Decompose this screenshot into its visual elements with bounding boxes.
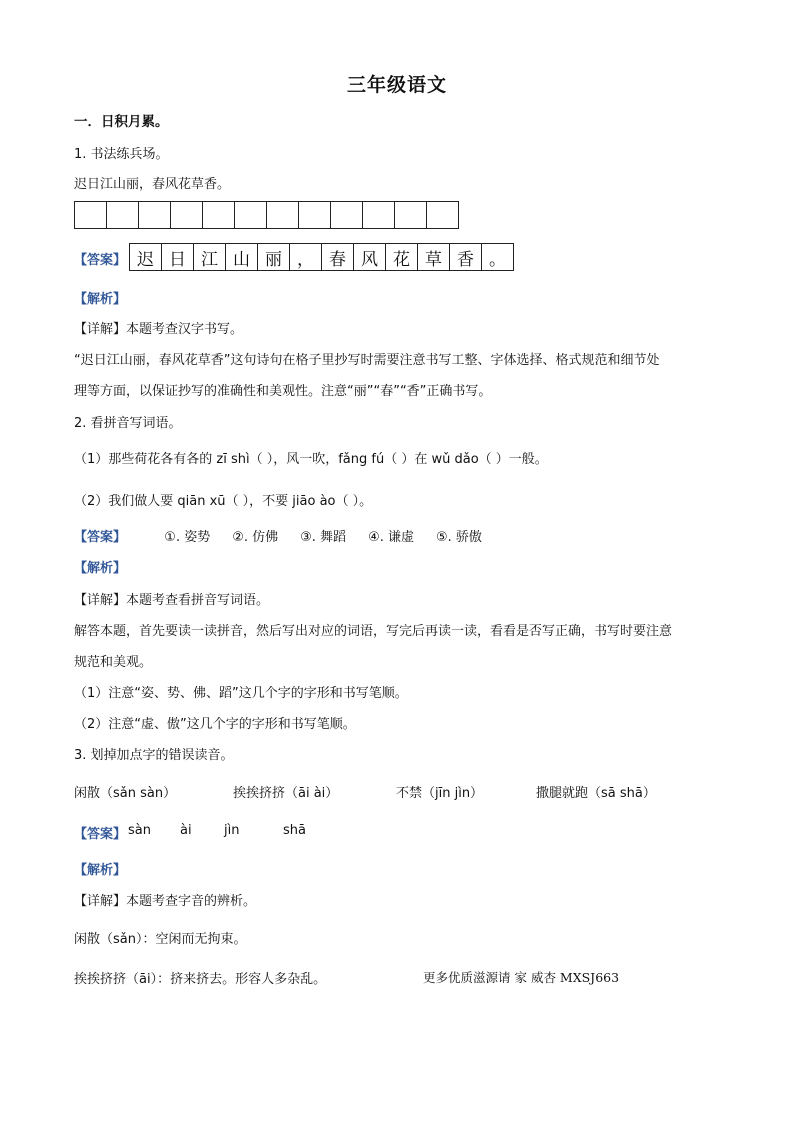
explain-text: 解答本题，首先要读一读拼音，然后写出对应的词语，写完后再读一读，看看是否写正确，书写时要注意 [74,624,673,639]
question-2-line-1: （1）那些荷花各有各的 zī shì（ ），风一吹，fǎng fú（ ）在 wǔ dǎo（ ）一般。 [74,452,548,467]
analysis-tag: 【解析】 [74,292,127,307]
explain-text: 挨挨挤挤（āi）：挤来挤去。形容人多杂乱。 [74,972,327,987]
answer-tag: 【答案】 [74,253,127,268]
explain-text: “迟日江山丽，春风花草香”这句诗句在格子里抄写时需要注意书写工整、字体选择、格式规范和细节处 [74,353,660,368]
answer-value: jìn [224,823,240,838]
writing-grid [74,201,459,229]
answer-tag: 【答案】 [74,827,127,842]
question-3-label: 3. 划掉加点字的错误读音。 [74,748,234,763]
answer-cell: 春 [322,243,354,271]
answer-option: ①. 姿势 [164,530,211,545]
explain-text: （1）注意“姿、势、佛、蹈”这几个字的字形和书写笔顺。 [74,686,408,701]
answer-list [164,530,504,545]
grid-cell [235,201,267,229]
analysis-tag: 【解析】 [74,863,127,878]
answer-cell: 丽 [258,243,290,271]
answer-option: ④. 谦虚 [368,530,414,545]
grid-cell [171,201,203,229]
answer-cell: 迟 [130,243,162,271]
answer-cell: 风 [354,243,386,271]
section-heading: 一．日积月累。 [74,114,169,130]
explain-text: 规范和美观。 [74,655,153,670]
answer-cell: 山 [226,243,258,271]
question-1-label: 1. 书法练兵场。 [74,147,169,162]
answer-cell: 花 [386,243,418,271]
analysis-tag: 【解析】 [74,561,127,576]
answer-value: sàn [128,823,151,838]
question-3-item: 不禁（jīn jìn） [396,786,484,801]
detail-text: 【详解】本题考查字音的辨析。 [74,894,257,909]
answer-row [74,526,504,545]
answer-cell: 日 [162,243,194,271]
grid-cell [331,201,363,229]
answer-cell: 江 [194,243,226,271]
answer-value: shā [283,823,306,838]
answer-option: ⑤. 骄傲 [435,530,482,545]
answer-cell: 草 [418,243,450,271]
detail-text: 【详解】本题考查看拼音写词语。 [74,593,270,608]
grid-cell [107,201,139,229]
answer-value: ài [180,823,192,838]
answer-cell: ， [290,243,322,271]
question-2-label: 2. 看拼音写词语。 [74,416,182,431]
grid-cell [299,201,331,229]
question-1-text: 迟日江山丽，春风花草香。 [74,177,231,192]
detail-text: 【详解】本题考查汉字书写。 [74,322,244,337]
question-3-item: 挨挨挤挤（āi ài） [233,786,339,801]
grid-cell [203,201,235,229]
answer-grid [129,243,514,271]
grid-cell [267,201,299,229]
grid-cell [363,201,395,229]
grid-cell [427,201,459,229]
grid-cell [139,201,171,229]
explain-text: 理等方面，以保证抄写的准确性和美观性。注意“丽”“春”“香”正确书写。 [74,384,492,399]
explain-text: （2）注意“虚、傲”这几个字的字形和书写笔顺。 [74,717,356,732]
page-title: 三年级语文 [346,74,447,96]
answer-option: ③. 舞蹈 [300,530,347,545]
question-3-item: 撒腿就跑（sā shā） [536,786,656,801]
question-2-line-2: （2）我们做人要 qiān xū（ ），不要 jiāo ào（ ）。 [74,494,373,509]
grid-cell [395,201,427,229]
question-3-item: 闲散（sǎn sàn） [74,786,177,801]
explain-text: 闲散（sǎn）：空闲而无拘束。 [74,932,247,947]
answer-option: ②. 仿佛 [232,530,279,545]
answer-cell: 。 [482,243,514,271]
watermark-text: 更多优质滋源请 家 威杏 MXSJ663 [423,970,620,985]
answer-tag: 【答案】 [74,530,127,545]
answer-cell: 香 [450,243,482,271]
grid-cell [75,201,107,229]
